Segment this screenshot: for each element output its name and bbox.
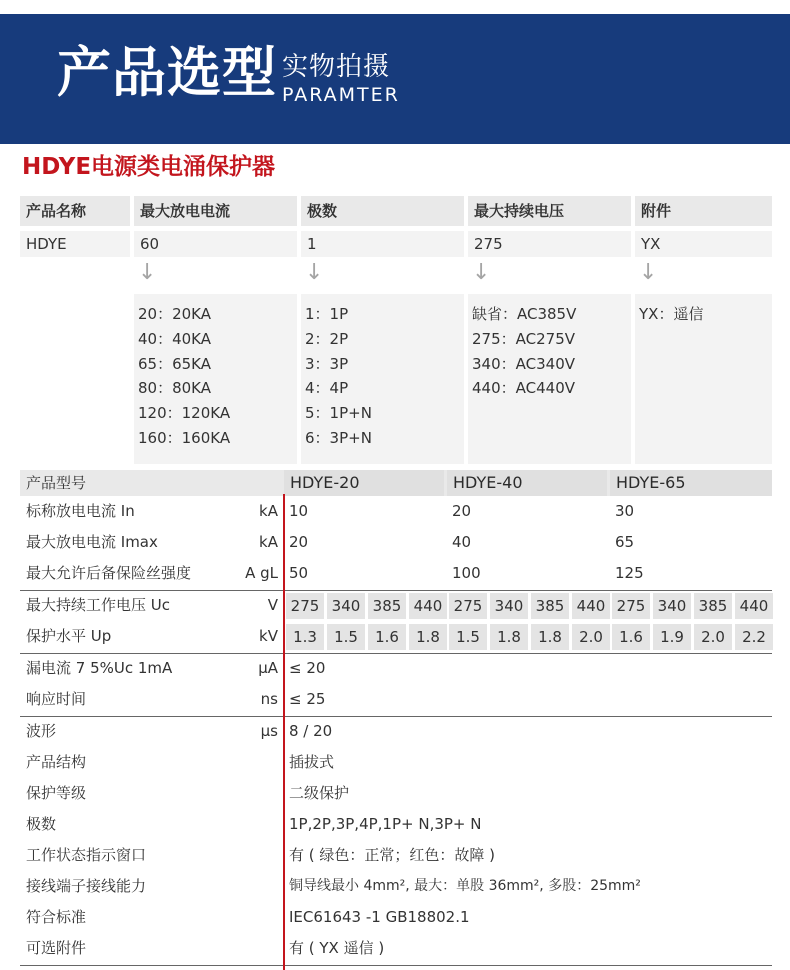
uc-cell: 385: [694, 593, 732, 619]
up-cell: 1.8: [531, 624, 569, 650]
sel-value-name: HDYE: [20, 231, 130, 257]
row-value: ≤ 25: [289, 690, 326, 708]
row-label: 保护等级: [26, 784, 87, 802]
row-label: 极数: [26, 815, 57, 833]
option-item: 6：3P+N: [305, 428, 372, 447]
up-cell: 1.5: [327, 624, 365, 650]
option-item: 340：AC340V: [472, 354, 575, 373]
uc-cell: 385: [368, 593, 406, 619]
options-poles: [301, 294, 464, 464]
row-standard: [20, 902, 772, 933]
row-value: 8 / 20: [289, 722, 333, 740]
uc-cell: 340: [490, 593, 528, 619]
row-value: 125: [615, 564, 644, 582]
row-label: 产品结构: [26, 753, 87, 771]
options-accessory: [635, 294, 772, 464]
option-item: 440：AC440V: [472, 379, 575, 398]
options-voltage: [468, 294, 631, 464]
option-item: 1：1P: [305, 305, 349, 323]
up-cell: 1.6: [612, 624, 650, 650]
option-item: 65：65KA: [138, 354, 212, 373]
row-unit: V: [267, 596, 278, 614]
row-protection-level: [20, 778, 772, 809]
up-cell: 2.0: [572, 624, 610, 650]
row-value: 65: [615, 533, 635, 551]
row-label: 最大允许后备保险丝强度: [26, 564, 192, 582]
up-cell: 1.3: [286, 624, 324, 650]
sel-header-poles: 极数: [301, 196, 464, 226]
row-unit: kA: [259, 502, 278, 520]
red-divider-line: [283, 494, 285, 970]
row-unit: ns: [260, 690, 278, 708]
row-label: 最大持续工作电压 Uc: [26, 596, 170, 614]
row-value: 二级保护: [289, 784, 350, 802]
row-unit: μA: [258, 659, 278, 677]
row-max-current: [20, 527, 772, 558]
option-item: 40：40KA: [138, 329, 212, 348]
uc-cell: 275: [449, 593, 487, 619]
uc-cell: 440: [735, 593, 773, 619]
row-value: 100: [452, 564, 481, 582]
row-label: 响应时间: [26, 690, 87, 708]
row-value: 铜导线最小 4mm², 最大：单股 36mm², 多股：25mm²: [289, 878, 641, 894]
sel-value-current: 60: [134, 231, 297, 257]
up-cell: 1.5: [449, 624, 487, 650]
up-cell: 2.0: [694, 624, 732, 650]
row-structure: [20, 747, 772, 778]
option-item: 3：3P: [305, 354, 349, 373]
option-item: 20：20KA: [138, 305, 212, 323]
row-label: 漏电流 7 5%Uc 1mA: [26, 659, 173, 677]
model-label: 产品型号: [26, 474, 87, 492]
uc-cell: 340: [327, 593, 365, 619]
row-value: 40: [452, 533, 472, 551]
row-unit: μs: [260, 722, 278, 740]
sel-header-current: 最大放电电流: [134, 196, 297, 226]
row-value: 有 ( 绿色：正常；红色：故障 ): [289, 846, 496, 864]
row-unit: kV: [259, 627, 278, 645]
row-leakage: [20, 653, 772, 684]
option-item: 5：1P+N: [305, 404, 372, 423]
row-label: 工作状态指示窗口: [26, 846, 147, 864]
up-cell: 1.8: [490, 624, 528, 650]
sel-header-voltage: 最大持续电压: [468, 196, 631, 226]
uc-cell: 275: [612, 593, 650, 619]
row-value: 1P,2P,3P,4P,1P+ N,3P+ N: [289, 815, 482, 833]
header-banner: [0, 14, 790, 144]
up-cell: 2.2: [735, 624, 773, 650]
uc-cell: 440: [572, 593, 610, 619]
row-terminal: [20, 871, 772, 902]
row-label: 可选附件: [26, 939, 87, 957]
up-cell: 1.8: [409, 624, 447, 650]
uc-cell: 440: [409, 593, 447, 619]
row-label: 保护水平 Up: [26, 627, 112, 645]
option-item: YX：遥信: [639, 305, 704, 323]
model-hdye-20: HDYE-20: [284, 470, 444, 496]
sel-value-accessory: YX: [635, 231, 772, 257]
row-waveform: [20, 716, 772, 747]
uc-cell: 275: [286, 593, 324, 619]
row-value: 10: [289, 502, 309, 520]
uc-cell: 340: [653, 593, 691, 619]
sel-value-poles: 1: [301, 231, 464, 257]
row-value: 50: [289, 564, 309, 582]
row-backup-fuse: [20, 558, 772, 589]
divider: [20, 965, 772, 966]
row-value: ≤ 20: [289, 659, 326, 677]
sel-header-name: 产品名称: [20, 196, 130, 226]
product-title: HDYE电源类电涌保护器: [22, 154, 276, 180]
row-value: 20: [452, 502, 472, 520]
model-hdye-40: HDYE-40: [447, 470, 607, 496]
row-label: 标称放电电流 In: [26, 502, 135, 520]
row-response-time: [20, 684, 772, 715]
row-label: 波形: [26, 722, 57, 740]
row-poles: [20, 809, 772, 840]
options-current: [134, 294, 297, 464]
arrow-down-icon: ↓: [639, 260, 658, 285]
arrow-down-icon: ↓: [472, 260, 491, 285]
row-accessory: [20, 933, 772, 964]
option-item: 缺省：AC385V: [472, 305, 577, 323]
row-value: IEC61643 -1 GB18802.1: [289, 908, 470, 926]
option-item: 80：80KA: [138, 379, 212, 398]
option-item: 160：160KA: [138, 428, 231, 447]
arrow-down-icon: ↓: [305, 260, 324, 285]
arrow-down-icon: ↓: [138, 260, 157, 285]
row-label: 最大放电电流 Imax: [26, 533, 158, 551]
row-value: 插拔式: [289, 753, 335, 771]
model-hdye-65: HDYE-65: [610, 470, 772, 496]
uc-cell: 385: [531, 593, 569, 619]
row-indicator: [20, 840, 772, 871]
row-unit: kA: [259, 533, 278, 551]
up-cell: 1.6: [368, 624, 406, 650]
row-value: 30: [615, 502, 635, 520]
option-item: 4：4P: [305, 379, 349, 398]
up-cell: 1.9: [653, 624, 691, 650]
sel-header-accessory: 附件: [635, 196, 772, 226]
row-value: 有 ( YX 遥信 ): [289, 939, 385, 957]
row-label: 符合标准: [26, 908, 87, 926]
sel-value-voltage: 275: [468, 231, 631, 257]
header-title: 产品选型: [57, 41, 277, 104]
row-nominal-current: [20, 496, 772, 527]
option-item: 2：2P: [305, 329, 349, 348]
option-item: 120：120KA: [138, 404, 231, 423]
row-unit: A gL: [245, 564, 278, 582]
header-subtitle-cn: 实物拍摄: [282, 52, 391, 82]
option-item: 275：AC275V: [472, 329, 575, 348]
header-subtitle-en: PARAMTER: [282, 84, 400, 106]
row-value: 20: [289, 533, 309, 551]
row-label: 接线端子接线能力: [26, 877, 147, 895]
